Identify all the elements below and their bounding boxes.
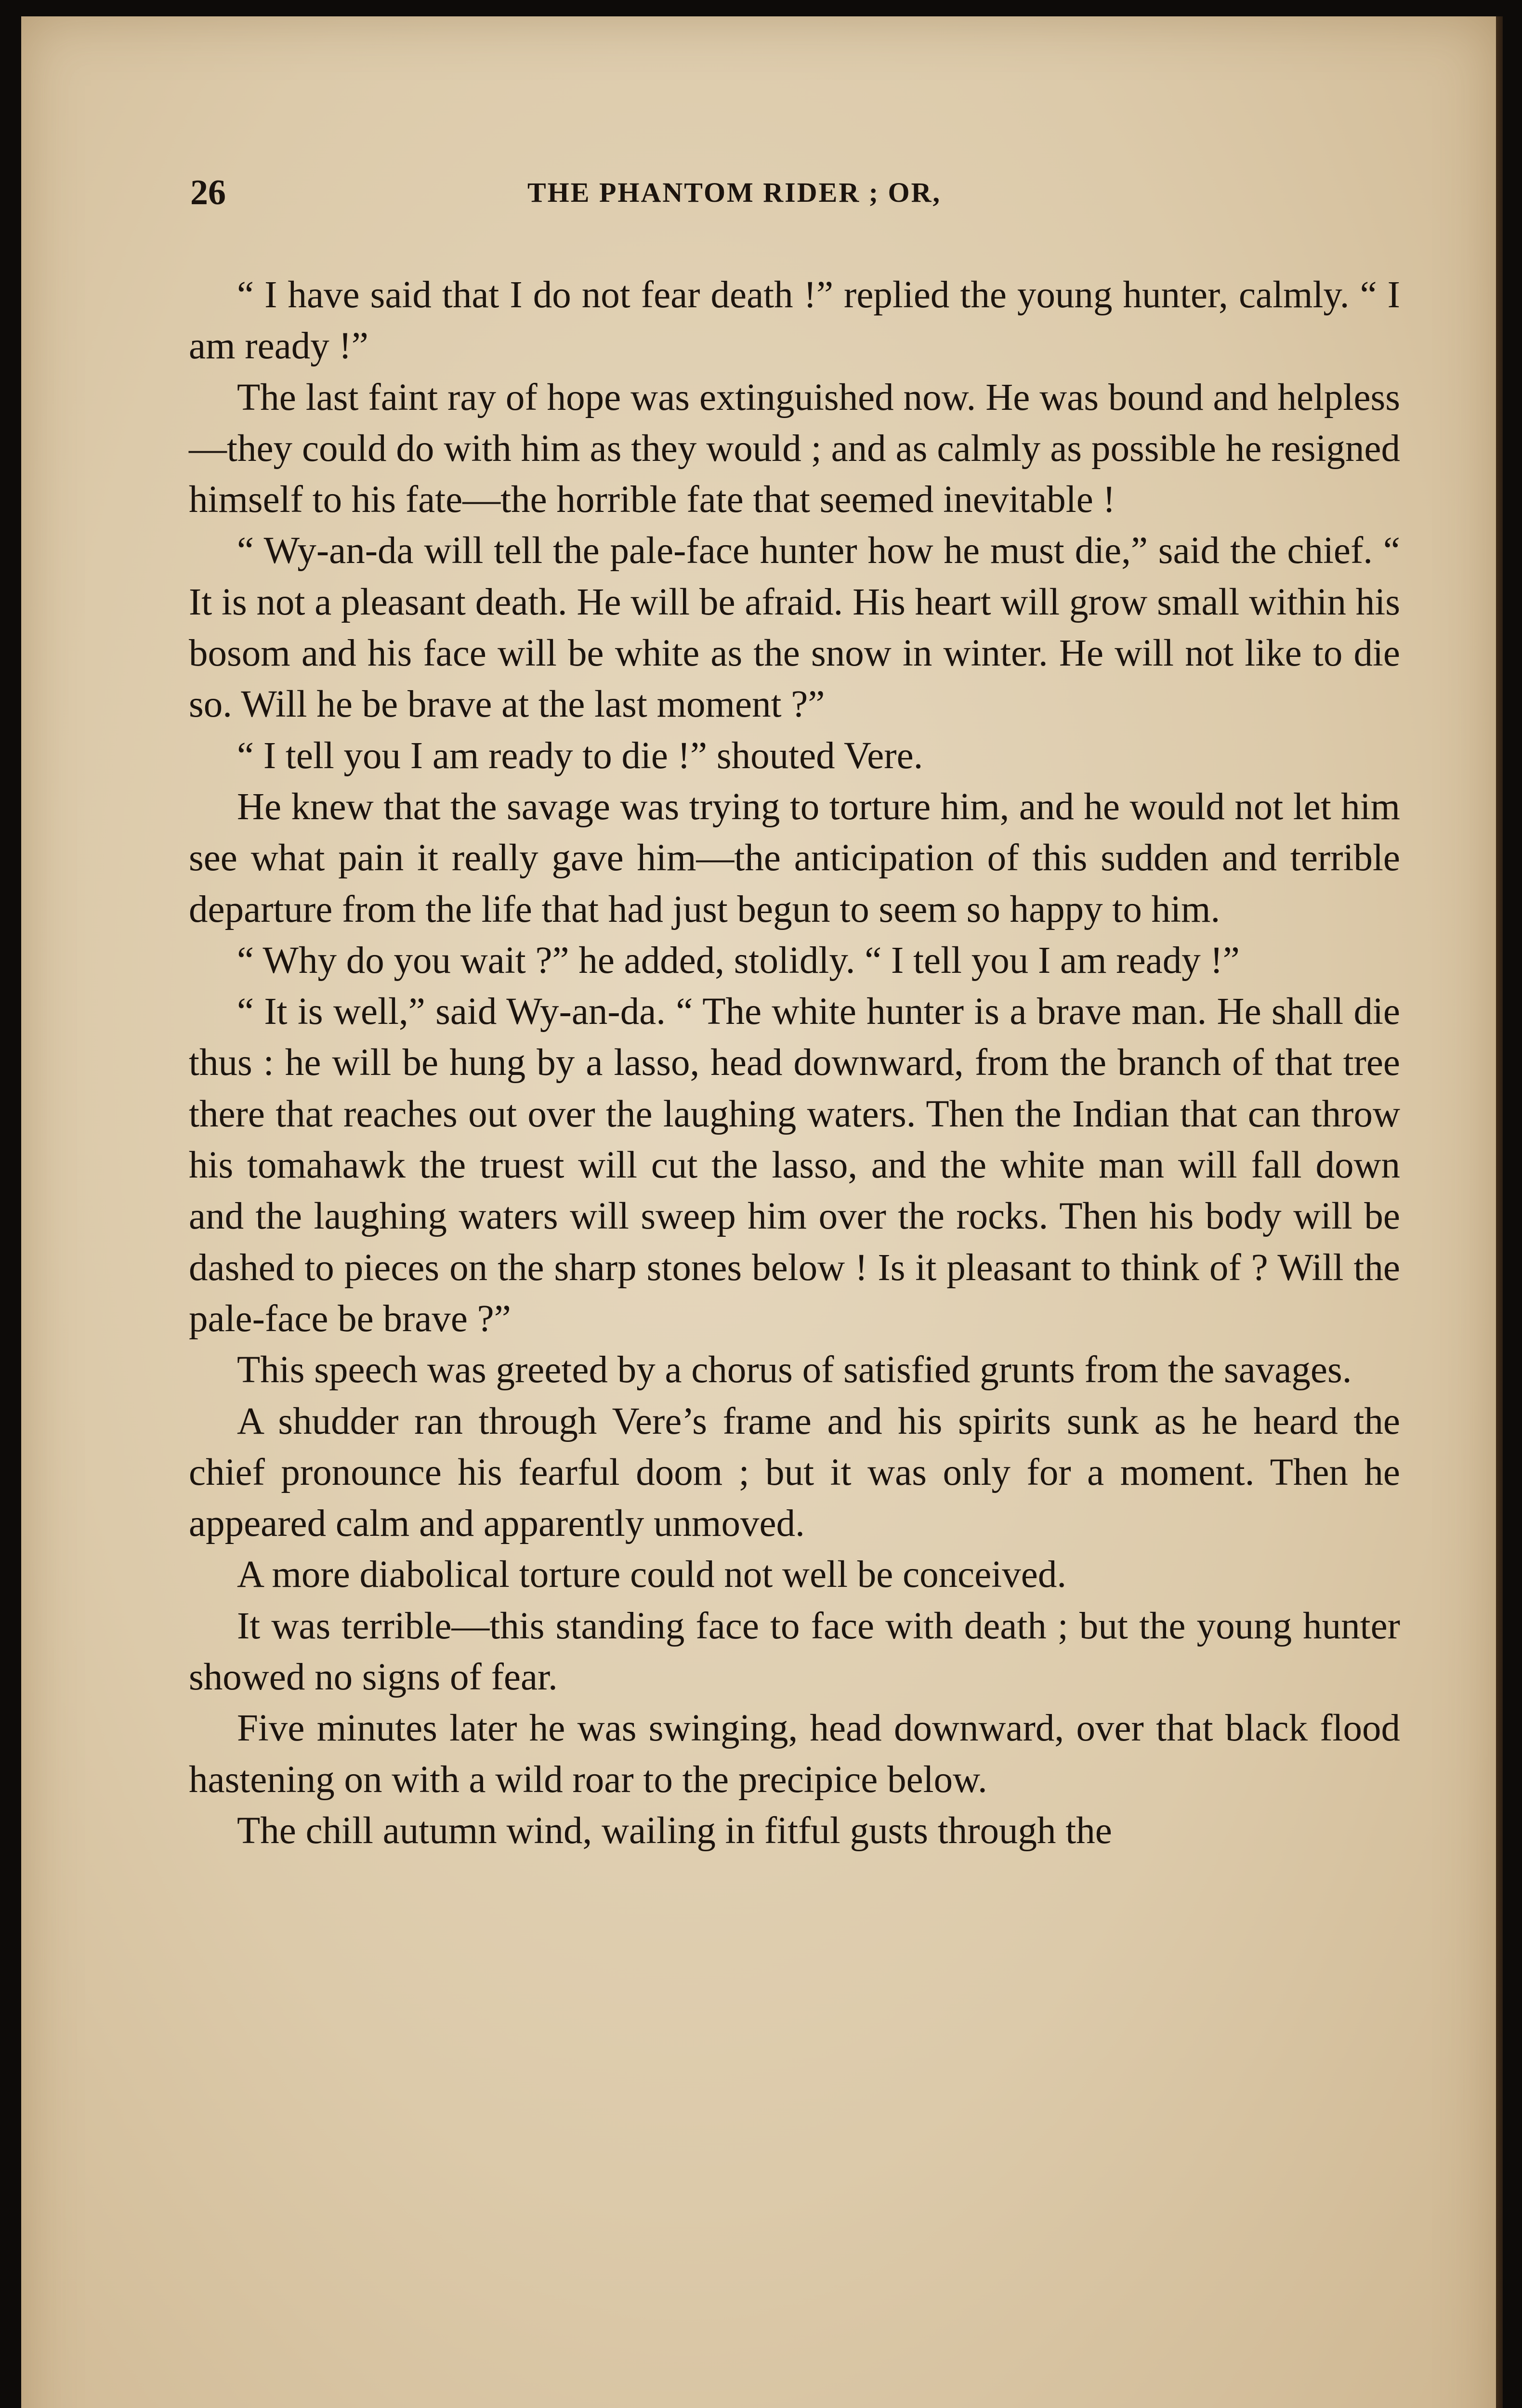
paragraph: “ It is well,” said Wy-an-da. “ The white hunter is a brave man. He shall die thus : he will be hung by a lasso, head downward, from the branch of that tree there that reaches out over the laughing waters. Then the Indian that can throw his tomahawk the truest will cut the lasso, and the white man will fall down and the laughing waters will sweep him over the rocks. Then his body will be dashed to pieces on the sharp stones below ! Is it pleasant to think of ? Will the pale-face be brave ?” xyxy=(189,991,1400,1340)
running-title: THE PHANTOM RIDER ; OR, xyxy=(527,177,942,208)
paragraph: A shudder ran through Vere’s frame and his spirits sunk as he heard the chief pronounce his fearful doom ; but it was only for a moment. Then he appeared calm and apparently unmoved. xyxy=(189,1400,1400,1545)
paragraph: A more diabolical torture could not well be conceived. xyxy=(237,1554,1067,1596)
paragraph: “ I have said that I do not fear death !” replied the young hunter, calmly. “ I am ready !” xyxy=(189,274,1400,367)
page-number: 26 xyxy=(190,173,226,212)
paragraph: Five minutes later he was swinging, head downward, over that black flood hastening on with a wild roar to the precipice below. xyxy=(189,1707,1400,1801)
paragraph: He knew that the savage was trying to torture him, and he would not let him see what pain it really gave him—the anticipation of this sudden and terrible departure from the life that had just begun to seem so happy to him. xyxy=(189,785,1400,930)
paragraph: This speech was greeted by a chorus of satisfied grunts from the savages. xyxy=(237,1349,1352,1391)
paragraph: The chill autumn wind, wailing in fitful gusts through the xyxy=(237,1809,1112,1852)
paragraph: The last faint ray of hope was extinguished now. He was bound and helpless—they could do with him as they would ; and as calmly as possible he resigned himself to his fate—the horrible fate that seemed inevitable ! xyxy=(189,376,1400,521)
paragraph: It was terrible—this standing face to face with death ; but the young hunter showed no signs of fear. xyxy=(189,1605,1400,1699)
body-text xyxy=(189,270,1400,1857)
paragraph: “ Why do you wait ?” he added, stolidly. “ I tell you I am ready !” xyxy=(237,939,1240,982)
paragraph: “ I tell you I am ready to die !” shouted Vere. xyxy=(237,734,923,777)
paragraph: “ Wy-an-da will tell the pale-face hunter how he must die,” said the chief. “ It is not a pleasant death. He will be afraid. His heart will grow small within his bosom and his face will be white as the snow in winter. He will not like to die so. Will he be brave at the last moment ?” xyxy=(189,530,1400,726)
page-header xyxy=(190,166,1404,219)
